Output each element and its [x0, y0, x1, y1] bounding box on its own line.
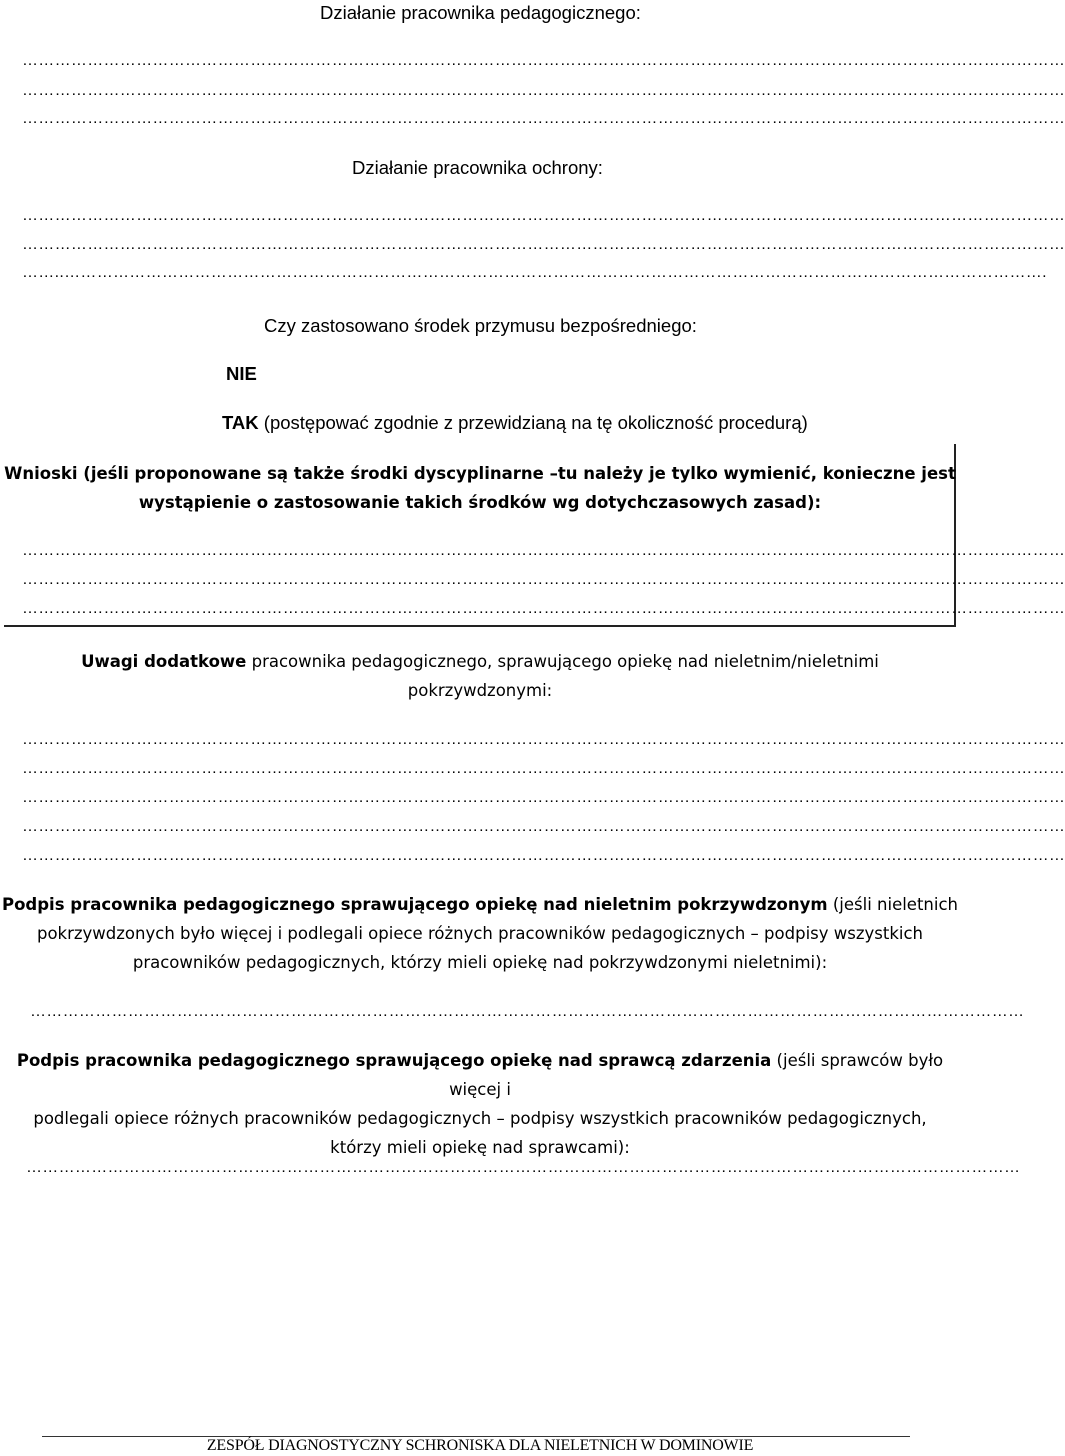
option-no[interactable]: NIE: [226, 363, 257, 384]
conclusions-line-dots-3[interactable]: …………………………………………………………………………………………………………………………………………………………………………: [22, 600, 1065, 617]
offender-signature-rest: (jeśli sprawców było więcej i: [449, 1051, 944, 1099]
security-action-line-3[interactable]: ……..……………………………………………………………………………………………………………………………………………………………….: [22, 264, 1047, 281]
victim-signature-heading: [0, 890, 960, 977]
remarks-line-dots-2[interactable]: …………………………………………………………………………………………………………………………………………………………………………: [22, 760, 1065, 777]
offender-signature-bold: Podpis pracownika pedagogicznego sprawującego opiekę nad sprawcą zdarzenia: [16, 1051, 772, 1070]
remarks-line-dots-4[interactable]: …………………………………………………………………………………………………………………………………………………………………………: [22, 818, 1065, 835]
victim-signature-line[interactable]: …………………………………………………………………………………………………………………………………………………………………: [30, 1003, 1025, 1020]
remarks-line-dots-3[interactable]: …………………………………………………………………………………………………………………………………………………………………………: [22, 789, 1065, 806]
coercion-question: Czy zastosowano środek przymusu bezpośredniego:: [264, 315, 697, 336]
pedagog-action-line-2[interactable]: …………………………………………………………………………………………………………………………………………………………………………: [22, 82, 1065, 99]
conclusions-line-1: Wnioski (jeśli proponowane są także środki dyscyplinarne –tu należy je tylko wymienić, konieczne jest: [4, 464, 956, 483]
conclusions-heading: [0, 459, 960, 517]
remarks-line-2: pokrzywdzonymi:: [407, 681, 553, 700]
offender-signature-heading: [0, 1046, 960, 1162]
conclusions-line-dots-1[interactable]: …………………………………………………………………………………………………………………………………………………………………………: [22, 542, 1065, 559]
security-action-line-1[interactable]: …………………………………………………………………………………………………………………………………………………………………………: [22, 207, 1065, 224]
security-action-line-2[interactable]: …………………………………………………………………………………………………………………………………………………………………………: [22, 236, 1065, 253]
remarks-rest: pracownika pedagogicznego, sprawującego opiekę nad nieletnim/nieletnimi: [246, 652, 879, 671]
option-yes-label: TAK: [222, 412, 259, 433]
pedagog-action-heading: Działanie pracownika pedagogicznego:: [320, 2, 641, 23]
victim-signature-rest: (jeśli nieletnich: [827, 895, 958, 914]
remarks-bold: Uwagi dodatkowe: [81, 652, 247, 671]
remarks-heading: [0, 647, 960, 705]
offender-signature-line[interactable]: …………………………………………………………………………………………………………………………………………………………………: [26, 1159, 1021, 1176]
remarks-line-dots-1[interactable]: …………………………………………………………………………………………………………………………………………………………………………: [22, 731, 1065, 748]
victim-signature-line-2: pokrzywdzonych było więcej i podlegali opiece różnych pracowników pedagogicznych – podpisy wszystkich: [36, 924, 924, 943]
option-yes[interactable]: [222, 412, 808, 434]
victim-signature-line-3: pracowników pedagogicznych, którzy mieli opiekę nad pokrzywdzonymi nieletnimi):: [132, 953, 828, 972]
security-action-heading: Działanie pracownika ochrony:: [352, 157, 603, 178]
victim-signature-bold: Podpis pracownika pedagogicznego sprawującego opiekę nad nieletnim pokrzywdzonym: [1, 895, 828, 914]
conclusions-line-2: wystąpienie o zastosowanie takich środków wg dotychczasowych zasad):: [138, 493, 822, 512]
offender-signature-line-2: podlegali opiece różnych pracowników pedagogicznych – podpisy wszystkich pracowników pedagogicznych,: [33, 1109, 927, 1128]
pedagog-action-line-3[interactable]: …………………………………………………………………………………………………………………………………………………………………………: [22, 110, 1065, 127]
pedagog-action-line-1[interactable]: …………………………………………………………………………………………………………………………………………………………………………: [22, 52, 1065, 69]
option-yes-note: (postępować zgodnie z przewidzianą na tę okoliczność procedurą): [258, 412, 808, 433]
remarks-line-dots-5[interactable]: …………………………………………………………………………………………………………………………………………………………………………: [22, 847, 1065, 864]
footer-institution: ZESPÓŁ DIAGNOSTYCZNY SCHRONISKA DLA NIELETNICH W DOMINOWIE: [206, 1437, 754, 1454]
conclusions-line-dots-2[interactable]: …………………………………………………………………………………………………………………………………………………………………………: [22, 571, 1065, 588]
offender-signature-line-3: którzy mieli opiekę nad sprawcami):: [330, 1138, 630, 1157]
